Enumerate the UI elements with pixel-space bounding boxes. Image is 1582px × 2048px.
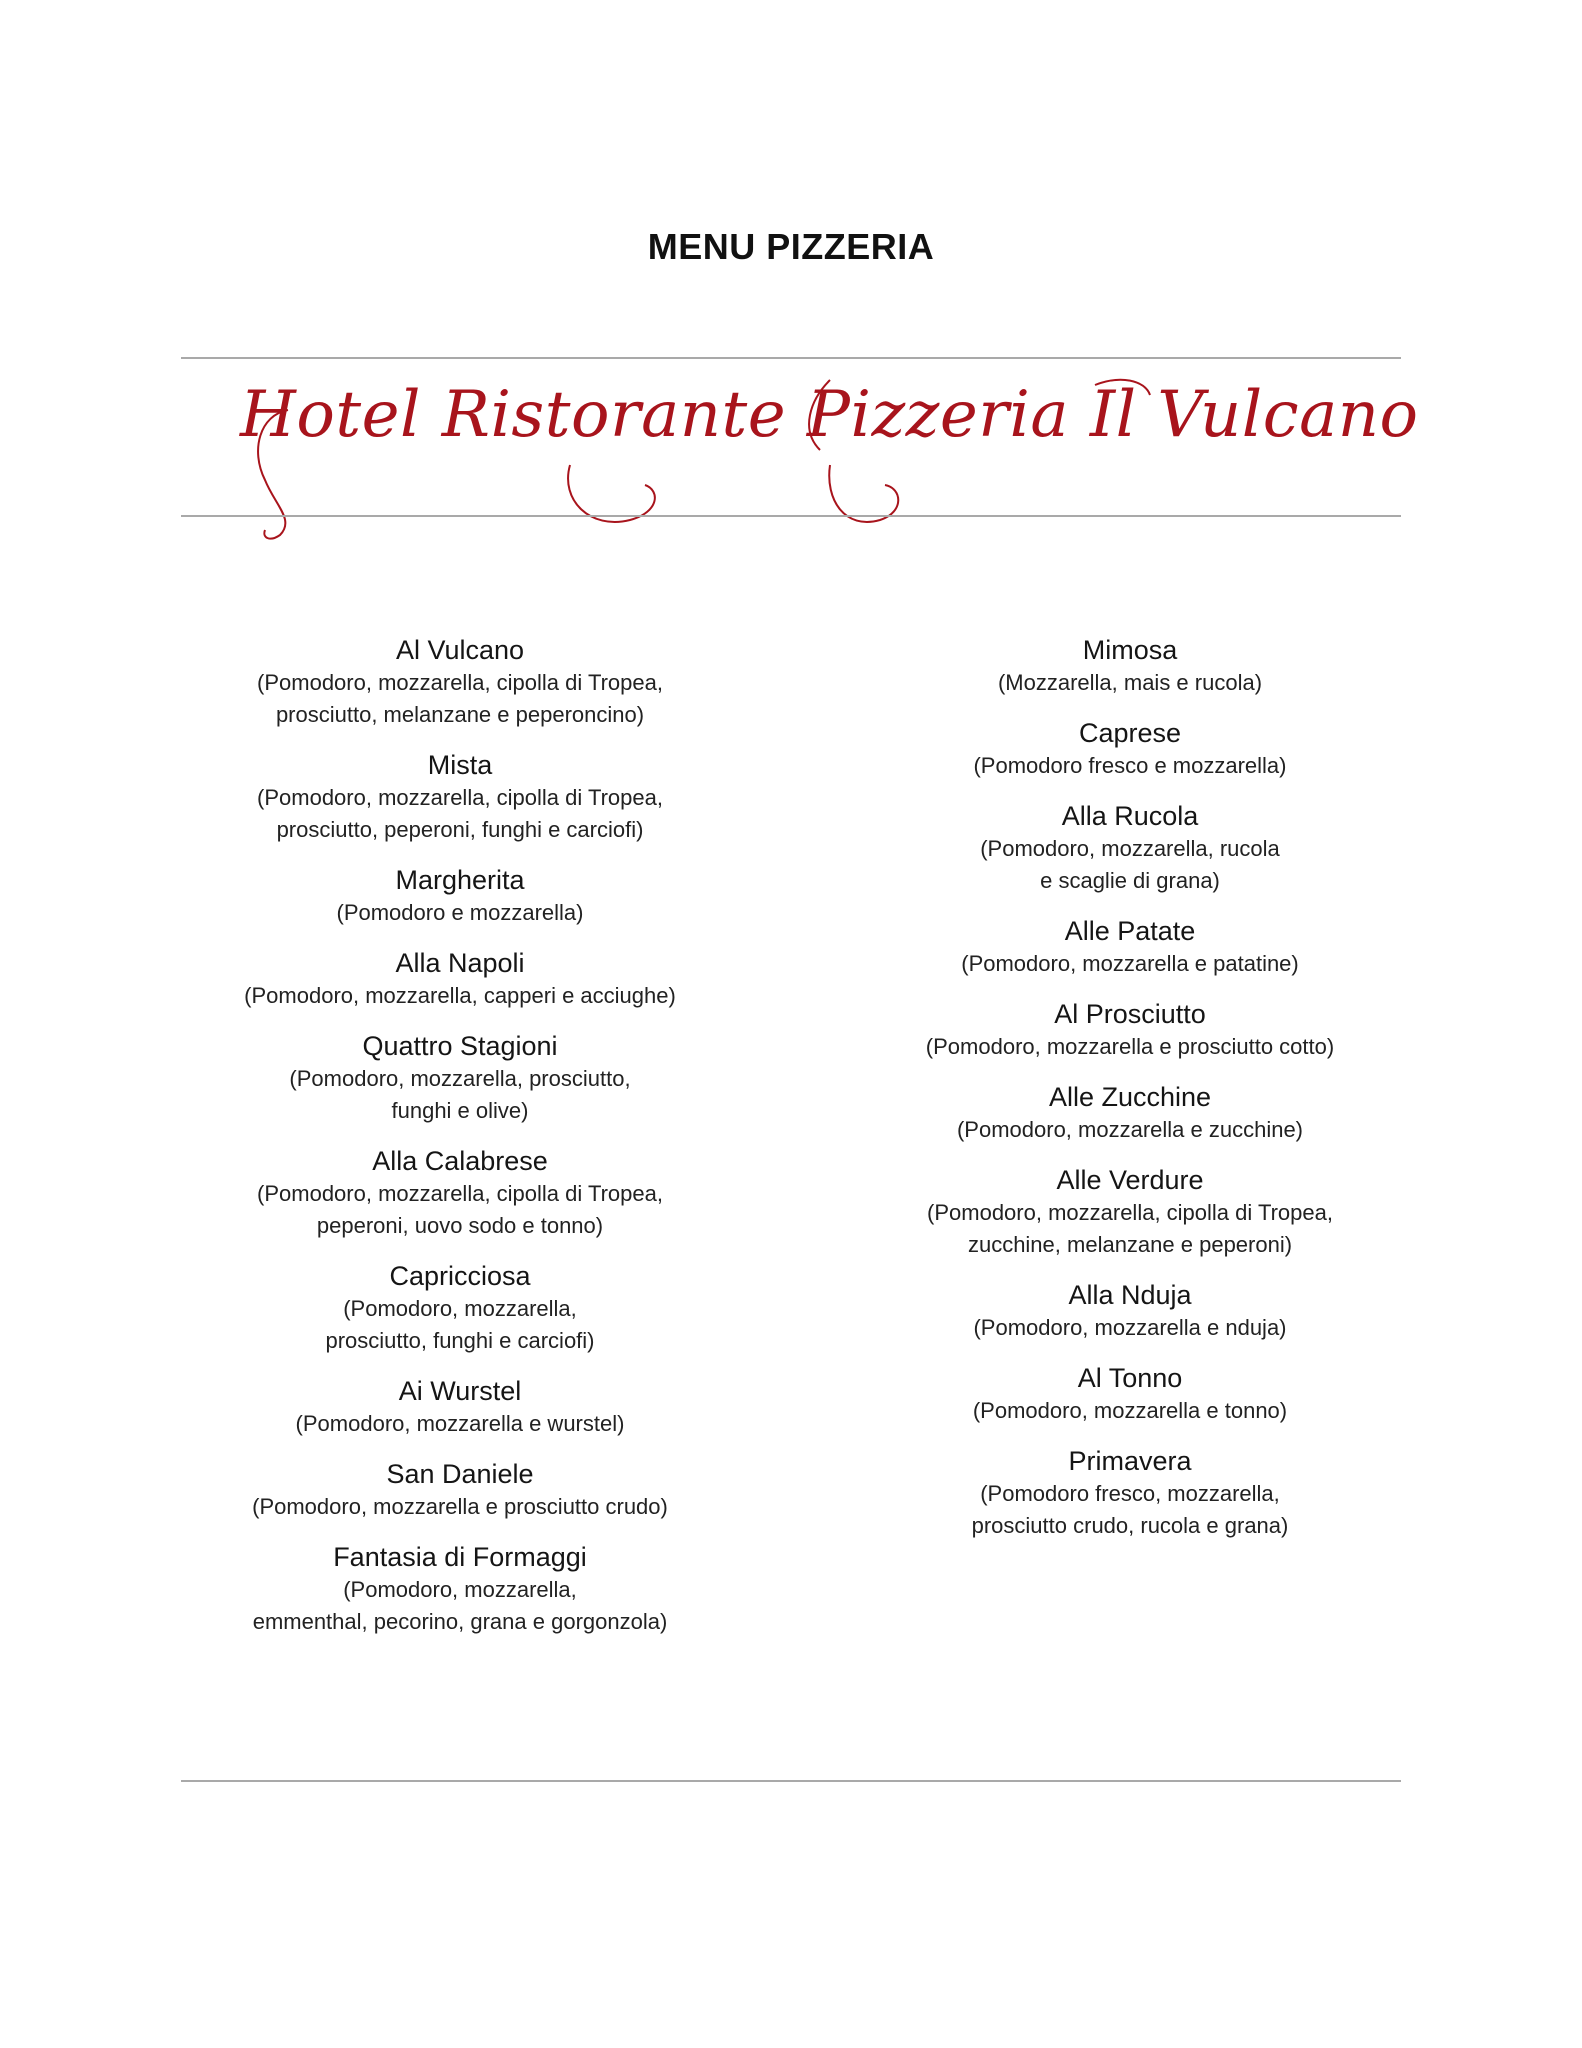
pizza-name: Al Prosciutto <box>1054 999 1206 1029</box>
pizza-name: Quattro Stagioni <box>362 1031 558 1061</box>
restaurant-name: Hotel Ristorante Pizzeria Il Vulcano <box>240 378 1419 452</box>
pizza-ingredients: funghi e olive) <box>391 1098 529 1123</box>
pizza-name: Alle Zucchine <box>1048 1082 1212 1112</box>
menu-item <box>150 1457 770 1523</box>
menu-item <box>150 946 770 1012</box>
pizza-ingredients: (Pomodoro, mozzarella, cipolla di Tropea, <box>257 1181 663 1206</box>
pizza-ingredients: zucchine, melanzane e peperoni) <box>967 1232 1293 1257</box>
menu-item <box>150 863 770 929</box>
menu-item <box>820 799 1440 897</box>
menu-item <box>150 1029 770 1127</box>
menu-item <box>820 1278 1440 1344</box>
pizza-ingredients: (Pomodoro fresco, mozzarella, <box>980 1481 1280 1506</box>
pizza-name: Margherita <box>395 865 525 895</box>
pizza-ingredients: emmenthal, pecorino, grana e gorgonzola) <box>252 1609 668 1634</box>
pizza-ingredients: (Pomodoro, mozzarella, capperi e acciughe) <box>244 983 676 1008</box>
pizza-ingredients: prosciutto crudo, rucola e grana) <box>971 1513 1289 1538</box>
pizza-ingredients: (Pomodoro, mozzarella, cipolla di Tropea, <box>927 1200 1333 1225</box>
pizza-ingredients: e scaglie di grana) <box>1040 868 1220 893</box>
pizza-name: Alle Verdure <box>1056 1165 1204 1195</box>
pizza-ingredients: (Pomodoro, mozzarella e zucchine) <box>956 1117 1304 1142</box>
pizza-ingredients: (Pomodoro, mozzarella, <box>343 1296 577 1321</box>
menu-item <box>820 1080 1440 1146</box>
menu-item <box>150 1259 770 1357</box>
menu-item <box>820 1163 1440 1261</box>
pizza-name: Alla Napoli <box>395 948 525 978</box>
menu-item <box>150 1374 770 1440</box>
pizza-ingredients: prosciutto, peperoni, funghi e carciofi) <box>276 817 644 842</box>
pizza-ingredients: peperoni, uovo sodo e tonno) <box>316 1213 604 1238</box>
pizza-ingredients: (Pomodoro, mozzarella e prosciutto cotto) <box>925 1034 1335 1059</box>
pizza-name: Al Tonno <box>1077 1363 1183 1393</box>
menu-column-left <box>150 633 770 1655</box>
menu-column-right <box>820 633 1440 1559</box>
pizza-name: San Daniele <box>386 1459 534 1489</box>
pizza-name: Ai Wurstel <box>398 1376 522 1406</box>
menu-item <box>820 716 1440 782</box>
pizza-ingredients: (Pomodoro, mozzarella e tonno) <box>972 1398 1288 1423</box>
menu-item <box>820 633 1440 699</box>
menu-item <box>150 1540 770 1638</box>
menu-item <box>150 633 770 731</box>
menu-item <box>820 914 1440 980</box>
pizza-ingredients: prosciutto, funghi e carciofi) <box>325 1328 595 1353</box>
pizza-name: Al Vulcano <box>395 635 525 665</box>
pizza-ingredients: (Pomodoro, mozzarella e prosciutto crudo) <box>252 1494 668 1519</box>
menu-item <box>820 1444 1440 1542</box>
menu-item <box>150 748 770 846</box>
pizza-ingredients: (Pomodoro, mozzarella, cipolla di Tropea, <box>257 670 663 695</box>
pizza-ingredients: (Pomodoro, mozzarella e nduja) <box>973 1315 1287 1340</box>
pizza-name: Mimosa <box>1082 635 1178 665</box>
pizza-ingredients: (Pomodoro, mozzarella e wurstel) <box>295 1411 625 1436</box>
pizza-name: Primavera <box>1068 1446 1192 1476</box>
pizza-ingredients: (Pomodoro, mozzarella, prosciutto, <box>289 1066 631 1091</box>
pizza-ingredients: (Pomodoro, mozzarella, cipolla di Tropea, <box>257 785 663 810</box>
pizza-name: Alla Calabrese <box>372 1146 548 1176</box>
pizza-name: Mista <box>427 750 493 780</box>
pizza-ingredients: (Pomodoro, mozzarella, <box>343 1577 577 1602</box>
pizza-name: Caprese <box>1078 718 1182 748</box>
menu-item <box>820 1361 1440 1427</box>
menu-item <box>150 1144 770 1242</box>
brand-divider <box>181 515 1401 517</box>
top-divider <box>181 357 1401 359</box>
pizza-name: Alle Patate <box>1064 916 1196 946</box>
pizza-ingredients: (Pomodoro, mozzarella e patatine) <box>961 951 1299 976</box>
menu-item <box>820 997 1440 1063</box>
pizza-ingredients: (Pomodoro e mozzarella) <box>336 900 584 925</box>
pizza-name: Capricciosa <box>389 1261 531 1291</box>
pizza-name: Alla Rucola <box>1061 801 1199 831</box>
pizza-ingredients: (Mozzarella, mais e rucola) <box>997 670 1263 695</box>
pizza-ingredients: prosciutto, melanzane e peperoncino) <box>275 702 645 727</box>
bottom-divider <box>181 1780 1401 1782</box>
pizza-ingredients: (Pomodoro fresco e mozzarella) <box>973 753 1287 778</box>
page-title: MENU PIZZERIA <box>647 226 935 267</box>
pizza-ingredients: (Pomodoro, mozzarella, rucola <box>980 836 1280 861</box>
pizza-name: Fantasia di Formaggi <box>333 1542 587 1572</box>
pizza-name: Alla Nduja <box>1068 1280 1192 1310</box>
